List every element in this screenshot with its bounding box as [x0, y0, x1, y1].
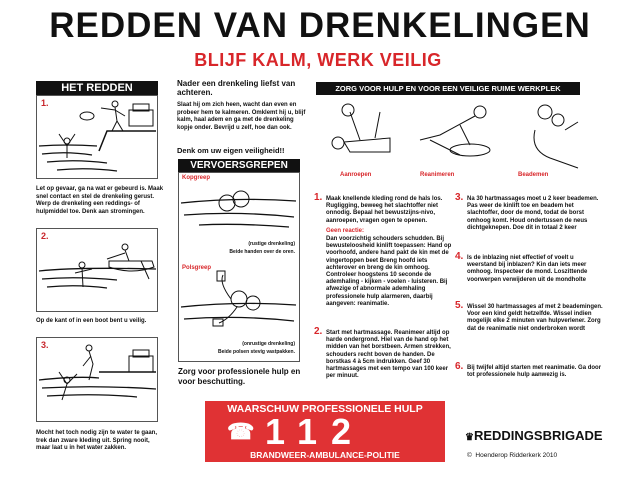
rescue-panel-1: [36, 95, 158, 179]
wrist-grip-illustration: [179, 263, 298, 335]
cpr-step-6: [455, 361, 603, 379]
rescue-panel-3: [36, 337, 158, 422]
approach-body: Slaat hij om zich heen, wacht dan even en probeer hem te kalmeren. Omklemt hij u, blijf kalm, haal adem en ga met de drenkeling kopje onder. Bevrijd u zelf, hoe dan ook.: [177, 102, 306, 131]
breathing-figure: [534, 105, 578, 168]
panel-number: 1.: [41, 98, 49, 108]
panel-number: 2.: [41, 231, 49, 241]
copyright: © Hoenderop Ridderkerk 2010: [467, 452, 558, 459]
step-text: Bij twijfel altijd starten met reanimatie. Ga door tot professionele hulp aanwezig is.: [467, 365, 602, 379]
entering-water-illustration: [37, 338, 156, 420]
poster-subtitle: BLIJF KALM, WERK VEILIG: [194, 50, 442, 70]
transport-footer: Zorg voor professionele hulp en voor beschutting.: [178, 367, 301, 386]
emergency-number: 112: [265, 411, 366, 452]
grip-name: Kopgreep: [182, 175, 211, 181]
grip-panel-kopgreep: [178, 172, 300, 264]
grip-caption-2: Beide handen over de oren.: [229, 249, 295, 255]
reddingsbrigade-logo: ♛REDDINGSBRIGADE: [465, 428, 603, 443]
rescue-header: HET REDDEN: [36, 81, 158, 95]
approach-heading: Nader een drenkeling liefst van achteren.: [177, 79, 296, 97]
emergency-banner: [205, 401, 445, 462]
grip-caption-1: (onrustige drenkeling): [242, 341, 295, 347]
rescue-text-1: Let op gevaar, ga na wat er gebeurd is. Maak snel contact en stel de drenkeling gerust. Werp de drenkeling een reddings- of hulpmiddel toe. Denk aan stromingen.: [36, 186, 164, 215]
cpr-step-4: [455, 251, 603, 284]
figure-label: Reanimeren: [420, 172, 455, 178]
crown-icon: ♛: [465, 432, 474, 443]
cpr-header: ZORG VOOR HULP EN VOOR EEN VEILIGE RUIME WERKPLEK: [316, 82, 580, 95]
calling-figure: [332, 104, 390, 152]
cpr-illustrations: [320, 100, 580, 170]
step-number: 6.: [455, 361, 464, 372]
step-number: 4.: [455, 251, 464, 262]
grip-panel-polsgreep: [178, 263, 300, 362]
approach-warning: Denk om uw eigen veiligheid!!: [177, 146, 285, 155]
compressions-figure: [420, 106, 490, 156]
step-number: 5.: [455, 300, 464, 311]
emergency-bottom: BRANDWEER-AMBULANCE-POLITIE: [250, 450, 400, 460]
step-text: Wissel 30 hartmassages af met 2 beademingen. Voor een kind geldt hetzelfde. Wissel indien mogelijk elke 2 minuten van hulpverlener. Zorg dat de reanimatie niet onderbroken wordt: [467, 304, 603, 332]
step-number: 3.: [455, 192, 464, 203]
throwing-rescue-illustration: [37, 96, 156, 177]
step-number: 1.: [314, 192, 323, 203]
cpr-step-1: [314, 192, 454, 308]
telephone-icon: ☎: [227, 419, 255, 444]
poster-title: REDDEN VAN DRENKELINGEN: [49, 6, 591, 45]
step-subtext: Dan voorzichtig schouders schudden. Bij bewusteloosheid kinlift toepassen: Hand op voorhoofd, andere hand pakt de kin met de vingertoppen beet Breng hoofd iets achterover en breng de kin omhoog. Controleer hoogstens 10 seconde de ademhaling - kijken - voelen - luisteren. Bij afwezige of abnormale ademhaling professionele hulp alarmeren, daarbij aangeven: reanimatie.: [326, 236, 452, 307]
panel-number: 3.: [41, 340, 49, 350]
copyright-icon: ©: [467, 452, 472, 459]
emergency-top: WAARSCHUW PROFESSIONELE HULP: [227, 403, 423, 415]
step-text: Na 30 hartmassages moet u 2 keer beademen. Pas weer de kinlift toe en beadem het slachtoffer, door de mond, todat de borst omhoog komt. Houd ondertussen de neus dichtgeknepen. Doe dit in totaal 2 keer: [467, 196, 599, 231]
figure-label: Beademen: [518, 172, 549, 178]
rescue-text-2: Op de kant of in een boot bent u veilig.: [36, 318, 147, 324]
step-subheading: Geen reactie:: [326, 227, 365, 234]
grip-name: Polsgreep: [182, 265, 212, 271]
grip-caption-1: (rustige drenkeling): [248, 241, 295, 247]
step-text: Start met hartmassage. Reanimeer altijd op harde ondergrond. Hiel van de hand op het midden van het borstbeen. Armen strekken, schouders recht boven de handen. De borstkas 4 à 5cm indrukken. Geef 30 hartmassages met een tempo van 100 keer per minuut.: [326, 330, 451, 380]
transport-header: VERVOERSGREPEN: [178, 159, 300, 172]
step-number: 2.: [314, 326, 323, 337]
head-grip-illustration: [179, 173, 298, 233]
boat-rescue-illustration: [37, 229, 156, 310]
rescue-text-3: Mocht het toch nodig zijn te water te gaan, trek dan zware kleding uit. Spring nooit, maar laat u in het water zakken.: [36, 430, 158, 451]
cpr-step-3: [455, 192, 603, 232]
cpr-step-2: [314, 326, 454, 380]
cpr-step-5: [455, 300, 603, 333]
step-text: Is de inblazing niet effectief of voelt u weerstand bij inblazen? Kin dan iets meer omhoog. Inspecteer de mond. Loszittende voorwerpen verwijderen uit de mondholte: [467, 255, 588, 283]
step-text: Maak knellende kleding rond de hals los. Rugligging, beweeg het slachtoffer niet onnodig. Bepaal het bewustzijns-nivo, aanroepen, vragen ogen te openen.: [326, 196, 443, 224]
grip-caption-2: Beide polsen stevig vastpakken.: [218, 349, 295, 355]
figure-label: Aanroepen: [340, 172, 372, 178]
rescue-panel-2: [36, 228, 158, 312]
